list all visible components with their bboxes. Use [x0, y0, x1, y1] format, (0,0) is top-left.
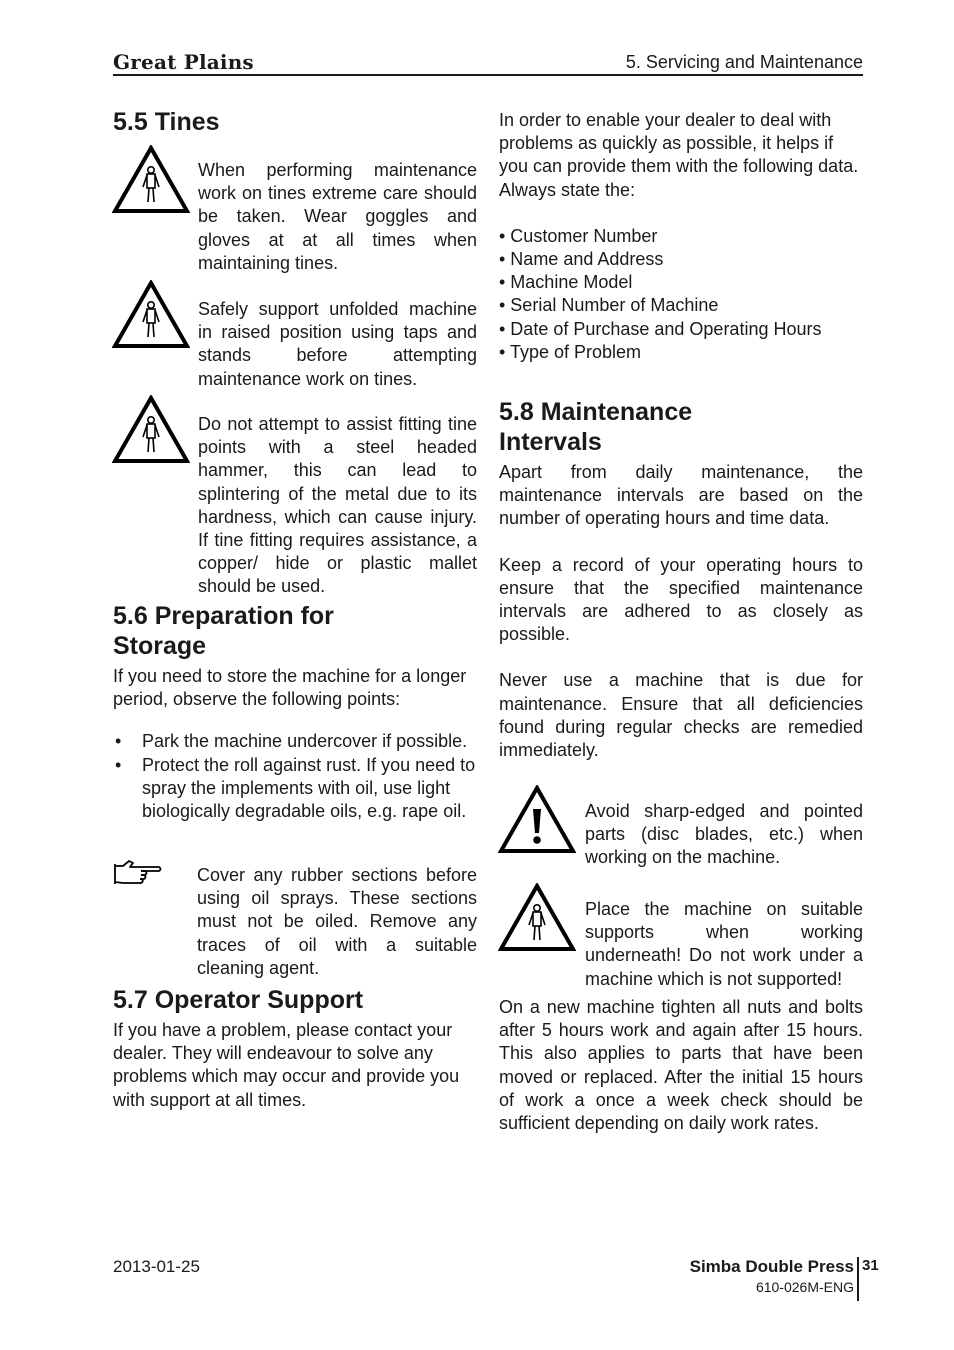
- list-item: • Machine Model: [499, 272, 633, 293]
- warning-person-icon: [112, 280, 190, 348]
- storage-section: [113, 665, 477, 823]
- heading-5-7: 5.7 Operator Support: [113, 986, 364, 1014]
- footer-doc-code: 610-026M-ENG: [755, 1279, 854, 1295]
- list-item: • Customer Number: [499, 225, 658, 246]
- warning-person-icon: [498, 883, 576, 951]
- heading-5-8-line2: Intervals: [499, 428, 602, 456]
- maintenance-p2: Keep a record of your operating hours to ensure that the specified maintenance intervals are adhered to as closely as possible.: [499, 554, 863, 645]
- dealer-intro: In order to enable your dealer to deal with problems as quickly as possible, it helps if you can provide them with the following data. Always state the:: [499, 110, 859, 200]
- list-item: • Type of Problem: [499, 341, 642, 362]
- storage-bullets: [113, 730, 477, 823]
- storage-intro: If you need to store the machine for a longer period, observe the following points:: [113, 666, 467, 710]
- maintenance-warning-2: Place the machine on suitable supports when working underneath! Do not work under a machine which is not supported!: [585, 899, 863, 989]
- heading-5-5: 5.5 Tines: [113, 108, 220, 136]
- operator-support-text: If you have a problem, please contact your dealer. They will endeavour to solve any problems which may occur and provide you with support at all times.: [113, 1020, 460, 1110]
- header-rule: [113, 74, 863, 76]
- maintenance-p3: Never use a machine that is due for maintenance. Ensure that all deficiencies found during regular checks are remedied immediately.: [499, 670, 863, 761]
- heading-5-8-line1: 5.8 Maintenance: [499, 398, 693, 426]
- storage-note: Cover any rubber sections before using oil sprays. These sections must not be oiled. Remove any traces of oil with a suitable cleaning agent.: [197, 865, 477, 978]
- maintenance-p1: Apart from daily maintenance, the maintenance intervals are based on the number of operating hours and time data.: [499, 462, 863, 529]
- tines-warning-3: Do not attempt to assist fitting tine points with a steel headed hammer, this can lead to splintering of the metal due to its hardness, which can cause injury. If tine fitting requires assistance, a copper/ hide or plastic mallet should be used.: [198, 414, 477, 597]
- dealer-data-list: [499, 225, 863, 364]
- pointing-hand-icon: [113, 858, 165, 888]
- heading-5-6-line2: Storage: [113, 632, 207, 660]
- dealer-section: [499, 109, 863, 364]
- brand-logo: Great Plains: [113, 50, 254, 74]
- footer-divider: [857, 1257, 859, 1301]
- warning-person-icon: [112, 145, 190, 213]
- list-item: • Date of Purchase and Operating Hours: [499, 318, 822, 339]
- list-item: • Serial Number of Machine: [499, 295, 719, 316]
- warning-exclamation-icon: [498, 785, 576, 853]
- section-header: 5. Servicing and Maintenance: [625, 52, 863, 72]
- footer-date: 2013-01-25: [113, 1257, 200, 1276]
- page-number: 31: [862, 1257, 879, 1274]
- list-item: • Protect the roll against rust. If you need to spray the implements with oil, use light biologically degradable oils, e.g. rape oil.: [113, 754, 477, 824]
- heading-5-6: [113, 601, 334, 661]
- tines-warning-2: Safely support unfolded machine in raised position using taps and stands before attempting maintenance work on tines.: [198, 299, 477, 389]
- maintenance-p4: On a new machine tighten all nuts and bolts after 5 hours work and again after 15 hours. This also applies to parts that have been moved or replaced. After the initial 15 hours of work a once a week check should be sufficient depending on daily work rates.: [499, 997, 863, 1134]
- heading-5-8: [499, 397, 692, 457]
- maintenance-section: [499, 461, 863, 762]
- heading-5-6-line1: 5.6 Preparation for: [113, 602, 334, 630]
- warning-person-icon: [112, 395, 190, 463]
- list-item: • Name and Address: [499, 249, 664, 270]
- maintenance-warning-1: Avoid sharp-edged and pointed parts (disc blades, etc.) when working on the machine.: [585, 801, 863, 868]
- tines-warning-1: When performing maintenance work on tines extreme care should be taken. Wear goggles and gloves at at all times when maintaining tines.: [198, 160, 477, 273]
- list-item: • Park the machine undercover if possible.: [113, 730, 477, 753]
- footer-doc-title: Simba Double Press: [689, 1257, 854, 1276]
